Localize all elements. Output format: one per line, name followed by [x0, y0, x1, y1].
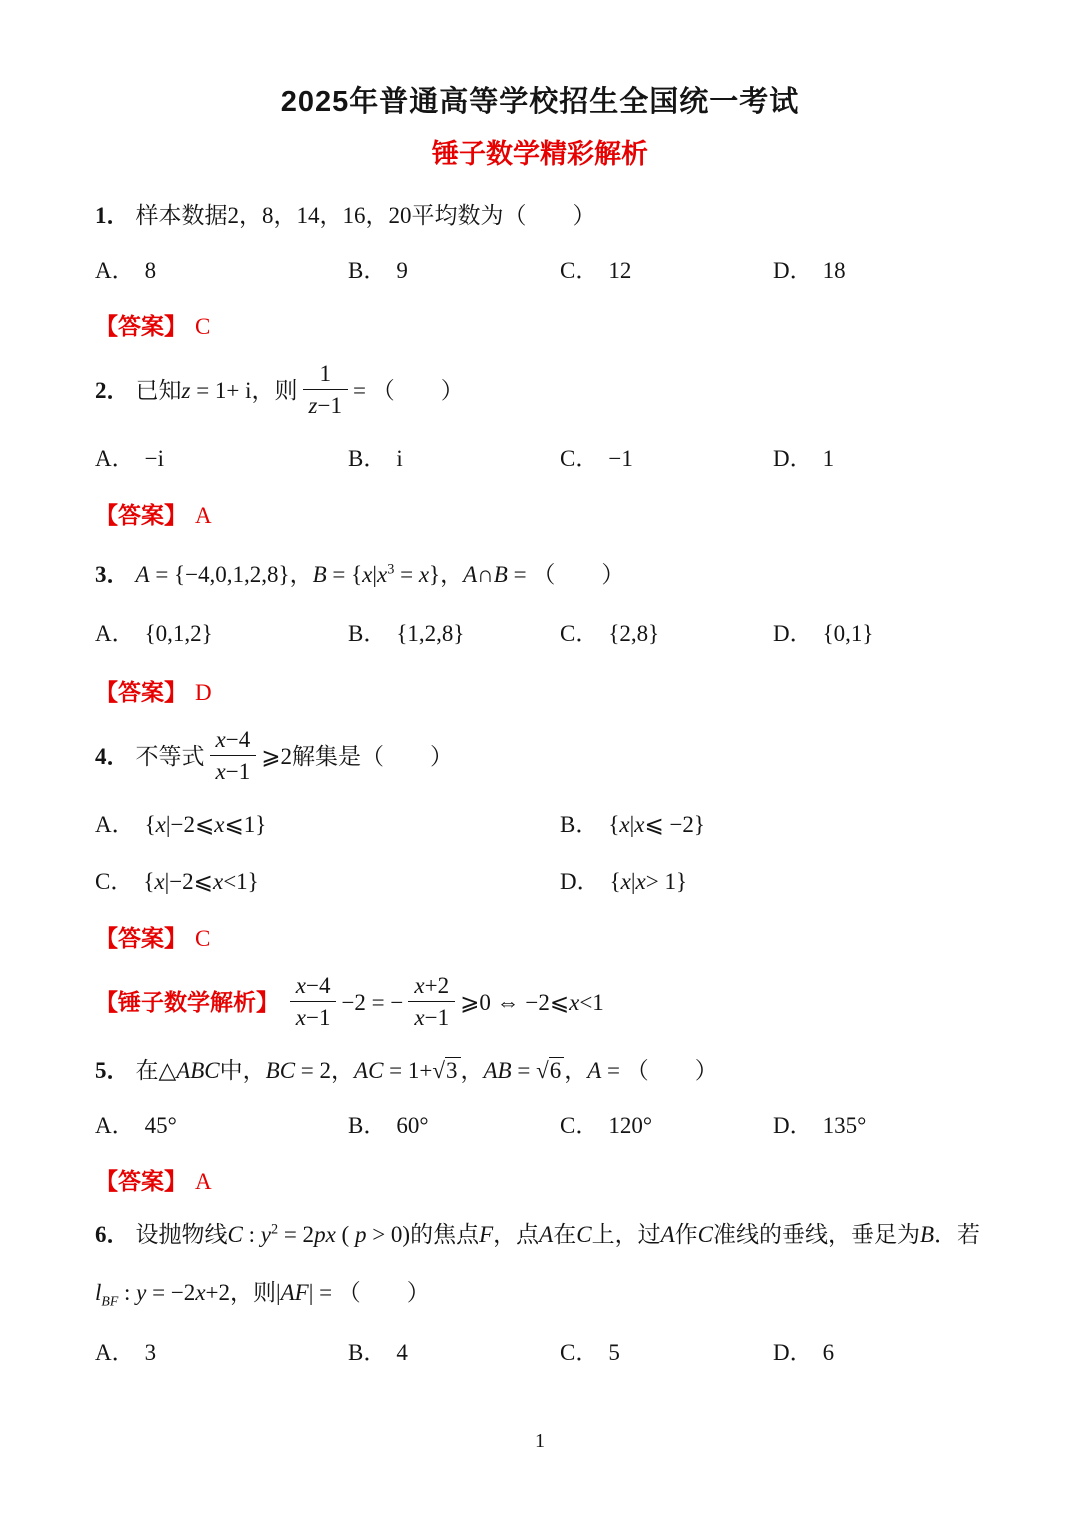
- option-b-label: B．: [348, 445, 387, 471]
- option-c-label: C．: [560, 1113, 599, 1139]
- option-b-value: 9: [396, 258, 408, 284]
- answer-label: 【答案】: [95, 501, 187, 528]
- question-5-number: 5．: [95, 1058, 130, 1084]
- question-6-options: [95, 1337, 985, 1368]
- option-c-value: {2,8}: [608, 620, 660, 646]
- answer-label: 【答案】: [95, 313, 187, 340]
- option-b: [560, 809, 985, 840]
- page-number: 1: [535, 1430, 545, 1452]
- exam-subtitle: 锤子数学精彩解析: [432, 139, 648, 170]
- option-b: [348, 1110, 560, 1141]
- option-a-label: A．: [95, 620, 135, 646]
- question-4-answer: [95, 923, 985, 954]
- option-a-value: 45°: [144, 1113, 177, 1139]
- option-c-label: C．: [560, 445, 599, 471]
- question-1-number: 1．: [95, 203, 130, 229]
- question-4-body: 不等式 $\frac{x-4}{x-1}$ ⩾2解集是（ ）: [135, 727, 453, 785]
- question-2-text: [95, 363, 985, 423]
- question-6-body-line-2: $l_{BF}$ : y = −2x+2，则|AF| = （ ）: [95, 1279, 430, 1309]
- option-a-value: −i: [144, 445, 164, 471]
- option-b: [348, 618, 560, 649]
- question-4-text: [95, 729, 985, 789]
- option-c: [560, 1337, 773, 1368]
- option-d-value: 6: [822, 1339, 835, 1365]
- answer-value: C: [195, 314, 211, 340]
- question-3-answer: [95, 677, 985, 708]
- option-a-label: A．: [95, 445, 135, 471]
- question-1-body: 样本数据2，8，14，16，20平均数为（ ）: [135, 203, 596, 229]
- question-3-number: 3．: [95, 561, 130, 587]
- question-5-body: 在△ABC中，BC = 2，AC = 1+√3 ，AB = √6 ，A = （ ）: [135, 1058, 718, 1084]
- option-a-label: A．: [95, 258, 135, 284]
- option-d-value: 135°: [822, 1113, 867, 1139]
- option-d-label: D．: [773, 1113, 813, 1139]
- option-b: [348, 255, 560, 286]
- option-d: [773, 443, 985, 474]
- option-d: [773, 255, 985, 286]
- option-c-label: C．: [560, 258, 599, 284]
- option-a-value: {x|−2⩽x⩽1}: [144, 811, 267, 837]
- option-d: [773, 1337, 985, 1368]
- option-b-label: B．: [348, 620, 387, 646]
- question-2-body: 已知z = 1+ i，则 $\frac{1}{z-1}$ = （ ）: [135, 361, 464, 419]
- option-d-label: D．: [560, 868, 600, 894]
- option-a-value: 8: [144, 258, 157, 284]
- question-3-text: [95, 559, 985, 590]
- question-3-body: A = {−4,0,1,2,8}，$B = \{x|x^3 = x\}$，A∩B = （ ）: [135, 561, 625, 587]
- option-a-label: A．: [95, 1339, 135, 1365]
- answer-label: 【答案】: [95, 924, 187, 951]
- option-c: [560, 1110, 773, 1141]
- option-a: [95, 1337, 348, 1368]
- option-c-label: C．: [95, 868, 134, 894]
- option-c-value: 120°: [608, 1113, 653, 1139]
- option-a: [95, 443, 348, 474]
- option-b-value: {1,2,8}: [396, 620, 465, 646]
- option-b-value: 4: [396, 1339, 408, 1365]
- option-a-label: A．: [95, 1113, 135, 1139]
- option-d-label: D．: [773, 258, 813, 284]
- answer-value: D: [195, 679, 212, 705]
- option-a: [95, 255, 348, 286]
- question-5-answer: [95, 1166, 985, 1197]
- option-b-value: {x|x⩽ −2}: [608, 811, 705, 837]
- question-2-options: [95, 443, 985, 474]
- question-4-number: 4．: [95, 744, 130, 770]
- option-c-value: −1: [608, 445, 633, 471]
- option-c: [560, 618, 773, 649]
- question-1-answer: [95, 311, 985, 342]
- exam-title: 2025年普通高等学校招生全国统一考试: [280, 86, 800, 118]
- question-3-options: [95, 618, 985, 649]
- option-b-label: B．: [560, 811, 599, 837]
- question-6-number: 6．: [95, 1222, 130, 1248]
- option-b: [348, 1337, 560, 1368]
- option-d-value: {0,1}: [822, 620, 874, 646]
- option-c: [560, 255, 773, 286]
- option-c-value: 5: [608, 1339, 620, 1365]
- option-d: [773, 1110, 985, 1141]
- option-d-value: 1: [822, 445, 835, 471]
- option-c-value: 12: [608, 258, 632, 284]
- option-d-label: D．: [773, 620, 813, 646]
- analysis-expression: $\frac{x-4}{x-1}$ −2 = − $\frac{x+2}{x-1}$ ⩾0 ⇔ −2⩽x<1: [285, 990, 604, 1015]
- option-b-value: i: [396, 445, 403, 471]
- option-d-value: 18: [822, 258, 846, 284]
- answer-value: A: [195, 502, 212, 528]
- question-1-options: [95, 255, 985, 286]
- option-a-label: A．: [95, 811, 135, 837]
- option-c-value: {x|−2⩽x<1}: [143, 868, 259, 894]
- option-a-value: 3: [144, 1339, 157, 1365]
- option-d-label: D．: [773, 1339, 813, 1365]
- option-d: [773, 618, 985, 649]
- option-c-label: C．: [560, 620, 599, 646]
- option-d-value: {x|x> 1}: [609, 868, 687, 894]
- option-d: [560, 866, 985, 897]
- option-a: [95, 809, 560, 840]
- option-c: [560, 443, 773, 474]
- answer-value: C: [195, 925, 211, 951]
- question-4-options-row-1: [95, 809, 985, 840]
- question-6-body-line-1: 设抛物线C : $y^2 = 2px$ ( p > 0)的焦点F，点A在C上，过A作C准线的垂线，垂足为B．若: [135, 1221, 981, 1248]
- option-b-value: 60°: [396, 1113, 429, 1139]
- question-6-text-line-1: [95, 1219, 985, 1250]
- option-b: [348, 443, 560, 474]
- answer-label: 【答案】: [95, 678, 187, 705]
- option-c-label: C．: [560, 1339, 599, 1365]
- option-d-label: D．: [773, 445, 813, 471]
- option-b-label: B．: [348, 1339, 387, 1365]
- question-2-number: 2．: [95, 378, 130, 404]
- question-5-options: [95, 1110, 985, 1141]
- option-b-label: B．: [348, 258, 387, 284]
- answer-value: A: [195, 1169, 212, 1195]
- answer-label: 【答案】: [95, 1168, 187, 1195]
- question-2-answer: [95, 500, 985, 531]
- question-4-options-row-2: [95, 866, 985, 897]
- question-1-text: [95, 200, 985, 231]
- option-a-value: {0,1,2}: [144, 620, 213, 646]
- option-c: [95, 866, 560, 897]
- option-a: [95, 618, 348, 649]
- question-6-text-line-2: [95, 1277, 985, 1311]
- analysis-label: 【锤子数学解析】: [95, 988, 279, 1015]
- analysis-line: [95, 972, 985, 1035]
- option-b-label: B．: [348, 1113, 387, 1139]
- option-a: [95, 1110, 348, 1141]
- question-5-text: [95, 1055, 985, 1086]
